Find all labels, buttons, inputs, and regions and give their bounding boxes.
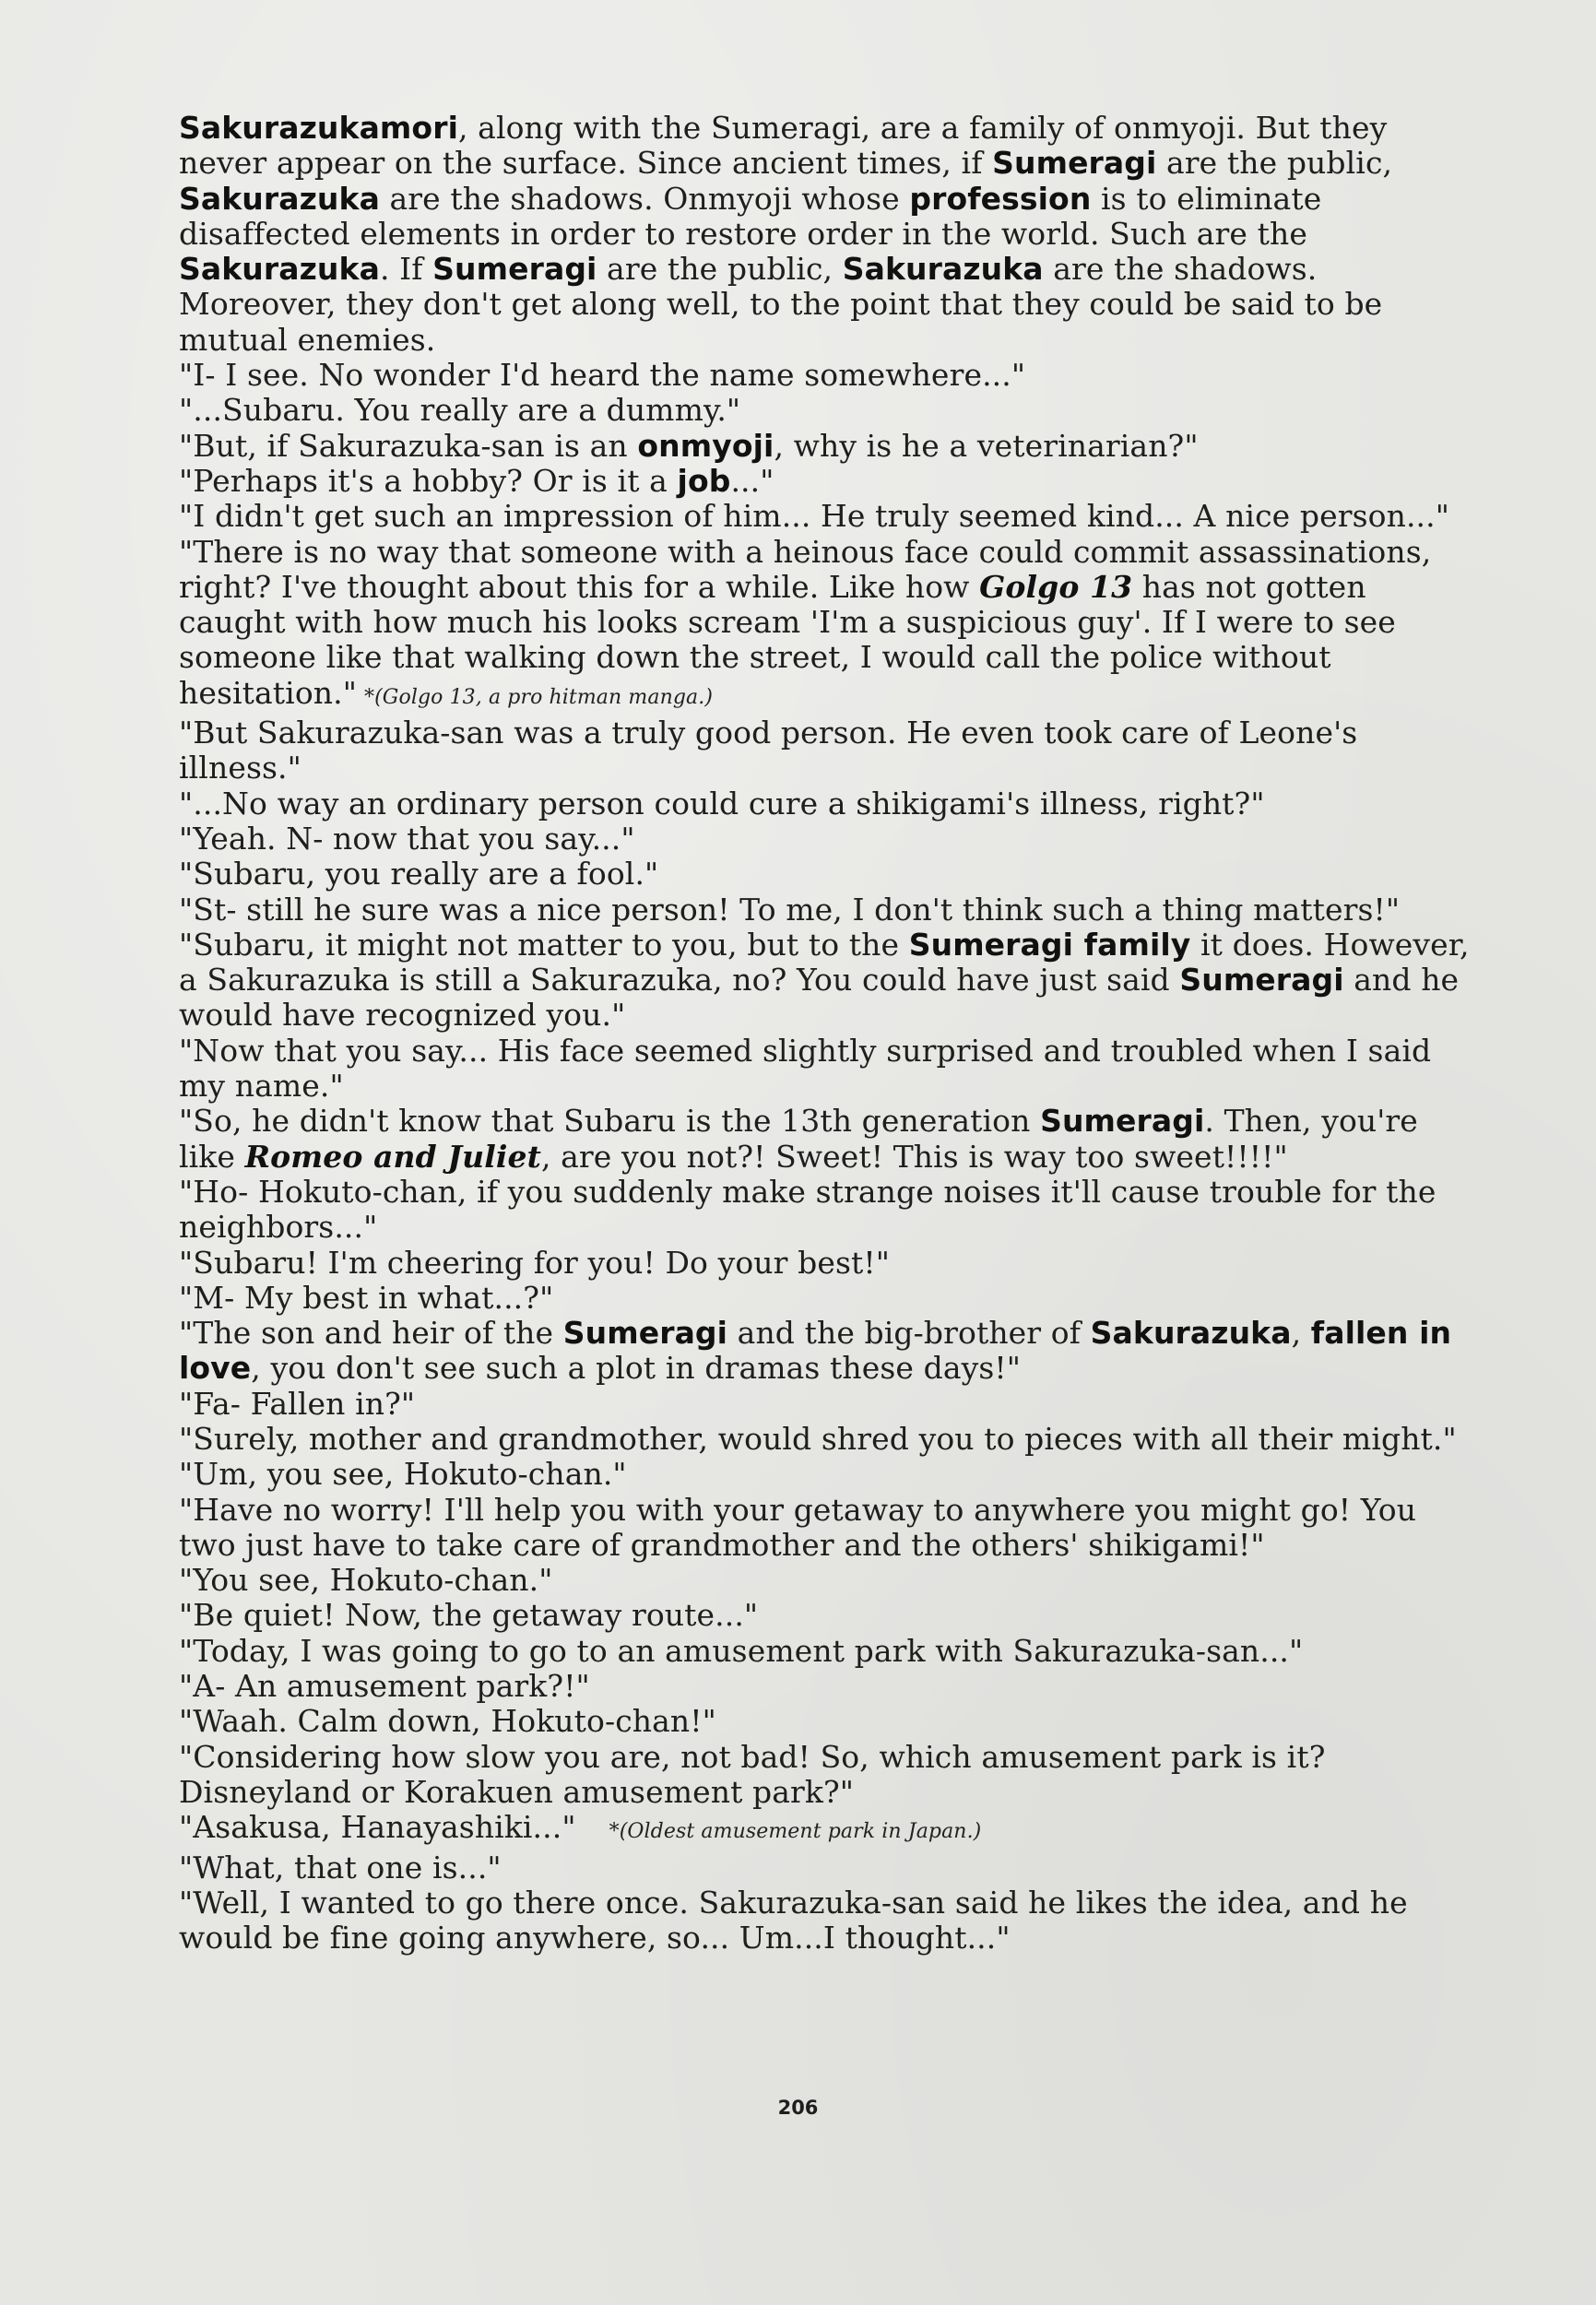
text-run: "A- An amusement park?!" [179,1668,590,1705]
paragraph [179,393,1470,428]
paragraph [179,1598,1470,1633]
paragraph [179,1885,1470,1956]
highlighted-term: Sumeragi family [908,926,1191,963]
highlighted-term: job [677,462,731,499]
text-run: "Today, I was going to go to an amusement park with Sakurazuka-san..." [179,1632,1304,1669]
text-run: "So, he didn't know that Subaru is the 13th generation [179,1103,1041,1140]
text-run: "Um, you see, Hokuto-chan." [179,1456,627,1493]
paragraph [179,1850,1470,1885]
text-run: are the shadows. Moreover, they don't get along well, to the point that they could be said to be mutual enemies. [179,251,1383,358]
text-run: "Yeah. N- now that you say..." [179,820,635,857]
text-run: "Fa- Fallen in?" [179,1385,416,1422]
paragraph [179,1316,1470,1387]
text-run: and he would have recognized you." [179,962,1460,1034]
text-run: , why is he a veterinarian?" [774,427,1199,464]
page-number: 206 [777,2097,819,2119]
text-run: "Surely, mother and grandmother, would shred you to pieces with all their might." [179,1420,1457,1457]
highlighted-term: Sumeragi [1179,962,1344,999]
text-run: "Well, I wanted to go there once. Sakurazuka-san said he likes the idea, and he would be fine going anywhere, so... Um...I thought..." [179,1884,1408,1956]
text-run: , are you not?! Sweet! This is way too sweet!!!!" [540,1138,1288,1175]
text-run: "Asakusa, Hanayashiki..." [179,1809,576,1846]
text-run: it does. However, a Sakurazuka is still a Sakurazuka, no? You could have just said [179,926,1470,999]
paragraph [179,786,1470,822]
paragraph [179,1457,1470,1492]
paragraph [179,1493,1470,1564]
paragraph [179,1281,1470,1316]
text-run: "St- still he sure was a nice person! To me, I don't think such a thing matters!" [179,891,1401,928]
text-run: "Have no worry! I'll help you with your getaway to anywhere you might go! You two just have to take care of grandmother and the others' shikigami!" [179,1491,1417,1563]
text-run: is to eliminate disaffected elements in order to restore order in the world. Such are the [179,180,1322,252]
paragraph [179,499,1470,534]
text-run: "Now that you say... His face seemed slightly surprised and troubled when I said my name." [179,1032,1432,1105]
paragraph [179,857,1470,892]
text-run: ..." [730,462,774,499]
paragraph [179,1740,1470,1811]
text-run: and the big-brother of [727,1315,1091,1352]
paragraph [179,715,1470,786]
highlighted-term: Sakurazuka [842,251,1044,288]
paragraph [179,1387,1470,1422]
text-run: "You see, Hokuto-chan." [179,1562,553,1599]
paragraph [179,111,1470,358]
text-run: are the public, [597,251,843,288]
text-run: "Subaru, you really are a fool." [179,856,659,892]
text-run: "Be quiet! Now, the getaway route..." [179,1597,759,1634]
paragraph [179,1669,1470,1704]
text-run: has not gotten caught with how much his looks scream 'I'm a suspicious guy'. If I were to see someone like that walking down the street, I would call the police without hesitation." [179,568,1396,711]
highlighted-term: Sakurazukamori [179,110,458,146]
text-run: are the shadows. Onmyoji whose [379,180,910,217]
text-run: "Waah. Calm down, Hokuto-chan!" [179,1703,716,1740]
text-run: "Ho- Hokuto-chan, if you suddenly make strange noises it'll cause trouble for the neighbors..." [179,1173,1436,1246]
footnote: *(Golgo 13, a pro hitman manga.) [364,685,714,709]
body-text [179,111,1470,1956]
text-run: , you don't see such a plot in dramas these days!" [251,1350,1022,1387]
text-run: "There is no way that someone with a heinous face could commit assassinations, right? I've thought about this for a while. Like how [179,533,1432,605]
text-run: are the public, [1156,145,1393,182]
highlighted-term: Sumeragi [432,251,597,288]
text-run: . Then, you're like [179,1103,1418,1175]
paragraph [179,1034,1470,1105]
paragraph [179,892,1470,928]
title-reference: Golgo 13 [979,568,1133,605]
highlighted-term: Sumeragi [562,1315,728,1352]
paragraph [179,1810,1470,1850]
text-run: "What, that one is..." [179,1849,502,1885]
text-run: "I didn't get such an impression of him... He truly seemed kind... A nice person..." [179,498,1450,535]
paragraph [179,1563,1470,1598]
highlighted-term: Sakurazuka [1090,1315,1292,1352]
paragraph [179,822,1470,857]
text-run: "Perhaps it's a hobby? Or is it a [179,462,678,499]
title-reference: Romeo and Juliet [244,1138,541,1175]
text-run: "...No way an ordinary person could cure a shikigami's illness, right?" [179,785,1265,822]
paragraph [179,429,1470,464]
text-run: "...Subaru. You really are a dummy." [179,392,741,429]
paragraph [179,1704,1470,1739]
highlighted-term: Sumeragi [1040,1103,1205,1140]
footnote: *(Oldest amusement park in Japan.) [609,1820,982,1844]
text-run: . If [379,251,433,288]
highlighted-term: profession [909,180,1092,217]
text-run: "Subaru! I'm cheering for you! Do your best!" [179,1244,890,1281]
paragraph [179,1246,1470,1281]
text-run: "The son and heir of the [179,1315,563,1352]
highlighted-term: Sakurazuka [179,251,380,288]
paragraph [179,358,1470,393]
paragraph [179,1634,1470,1669]
text-run: "Subaru, it might not matter to you, but to the [179,926,909,963]
text-run: "I- I see. No wonder I'd heard the name somewhere..." [179,357,1026,394]
text-run: "But Sakurazuka-san was a truly good person. He even took care of Leone's illness." [179,715,1358,786]
paragraph [179,464,1470,499]
highlighted-term: Sakurazuka [179,180,380,217]
highlighted-term: onmyoji [637,427,774,464]
text-run: "M- My best in what...?" [179,1279,554,1316]
highlighted-term: fallen in love [179,1315,1452,1387]
paragraph [179,1422,1470,1457]
paragraph [179,535,1470,715]
highlighted-term: Sumeragi [992,145,1157,182]
text-run: , along with the Sumeragi, are a family of onmyoji. But they never appear on the surface. Since ancient times, if [179,110,1388,182]
text-run: , [1291,1315,1311,1352]
text-run: "But, if Sakurazuka-san is an [179,427,638,464]
text-run: "Considering how slow you are, not bad! So, which amusement park is it? Disneyland or Korakuen amusement park?" [179,1738,1326,1810]
paragraph [179,1104,1470,1175]
paragraph [179,1175,1470,1246]
paragraph [179,928,1470,1034]
